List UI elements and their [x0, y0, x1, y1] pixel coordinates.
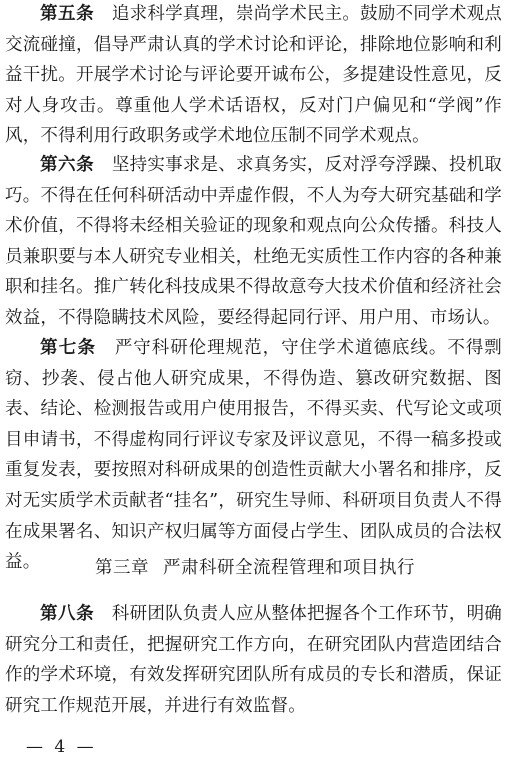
article-number: 第八条 [40, 604, 95, 624]
chapter-number: 第三章 [95, 558, 149, 578]
article-text: 严守科研伦理规范，守住学术道德底线。不得剽窃、抄袭、侵占他人研究成果，不得伪造、篡改研究数据、图表、结论、检测报告或用户使用报告，不得买卖、代写论文或项目申请书，不得虚构同行评议专家及评议意见，不得一稿多投或重复发表，要按照对科研成果的创造性贡献大小署名和排序，反对无实质学术贡献者“挂名”，研究生导师、科研项目负责人不得在成果署名、知识产权归属等方面侵占学生、团队成员的合法权益。 [5, 338, 503, 573]
article-text: 坚持实事求是、求真务实，反对浮夸浮躁、投机取巧。不得在任何科研活动中弄虚作假，不人为夸大研究基础和学术价值，不得将未经相关验证的现象和观点向公众传播。科技人员兼职要与本人研究专业相关，杜绝无实质性工作内容的各种兼职和挂名。推广转化科技成果不得故意夸大技术价值和经济社会效益，不得隐瞒技术风险，要经得起同行评、用户用、市场认。 [5, 155, 503, 328]
article-paragraph-8 [5, 599, 502, 721]
chapter-heading [0, 553, 510, 583]
article-text: 科研团队负责人应从整体把握各个工作环节，明确研究分工和责任，把握研究工作方向，在研究团队内营造团结合作的学术环境，有效发挥研究团队所有成员的专长和潜质，保证研究工作规范开展，并进行有效监督。 [5, 604, 503, 716]
article-paragraph-7 [5, 333, 502, 578]
article-text: 追求科学真理，崇尚学术民主。鼓励不同学术观点交流碰撞，倡导严肃认真的学术讨论和评论，排除地位影响和利益干扰。开展学术讨论与评论要开诚布公，多提建设性意见，反对人身攻击。尊重他人学术话语权，反对门户偏见和“学阀”作风，不得利用行政职务或学术地位压制不同学术观点。 [5, 4, 503, 147]
article-number: 第五条 [40, 4, 95, 24]
article-number: 第六条 [40, 155, 95, 175]
article-number: 第七条 [40, 338, 97, 358]
article-paragraph-6 [5, 150, 502, 334]
page-number: — 4 — [26, 737, 97, 757]
article-paragraph-5 [5, 0, 502, 152]
chapter-title: 严肃科研全流程管理和项目执行 [163, 558, 415, 578]
